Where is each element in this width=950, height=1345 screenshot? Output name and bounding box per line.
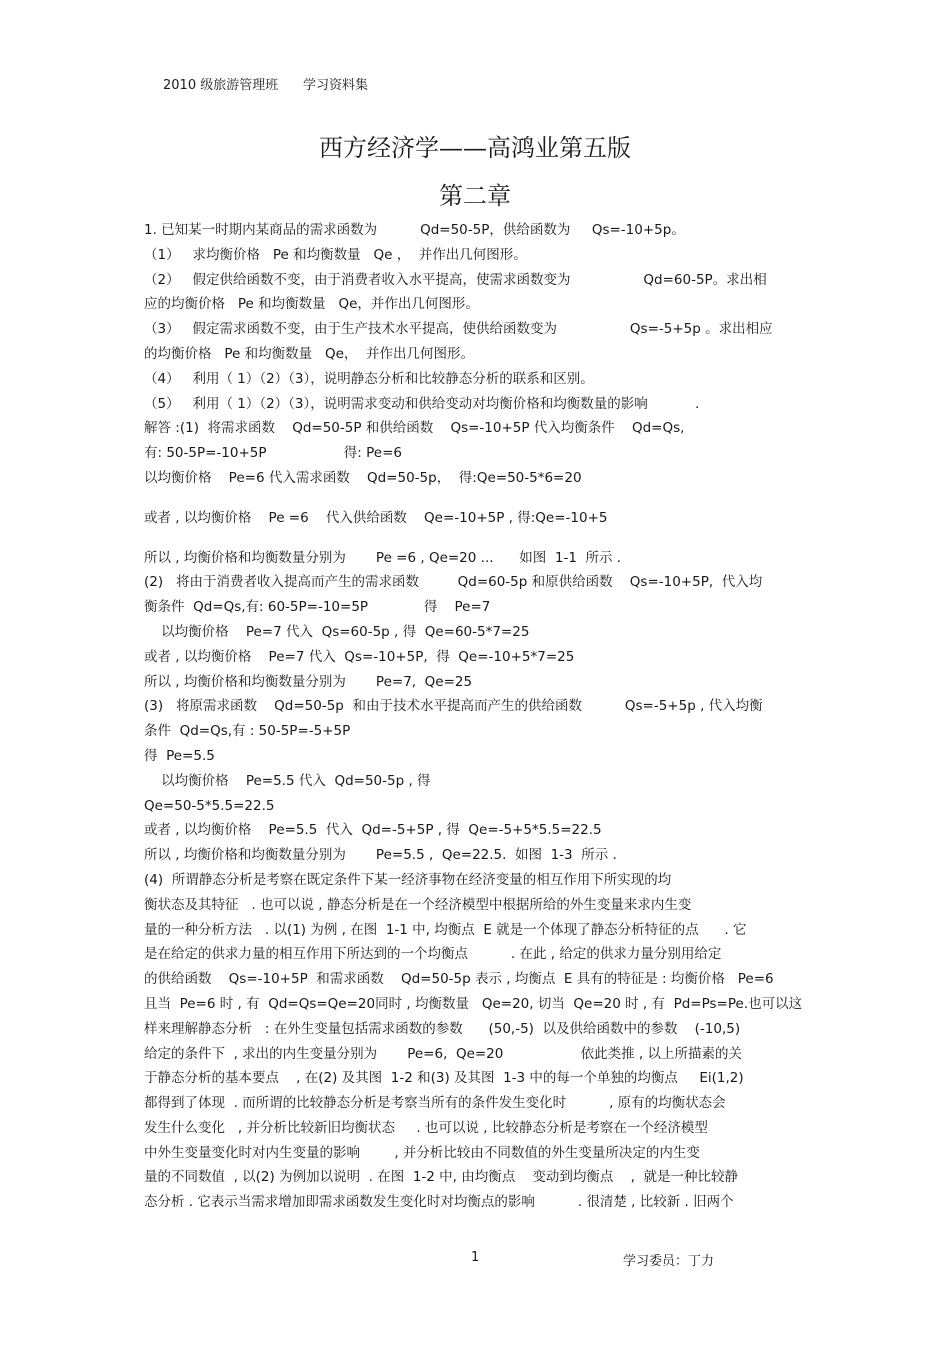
- text-line: (2) 将由于消费者收入提高而产生的需求函数 Qd=60-5p 和原供给函数 Qs=-10+5P, 代入均: [144, 574, 763, 591]
- text-line: （4） 利用（ 1）（2）（3），说明静态分析和比较静态分析的联系和区别。: [144, 370, 594, 387]
- text-line: （2） 假定供给函数不变，由于消费者收入水平提高，使需求函数变为 Qd=60-5P。求出相: [144, 271, 767, 288]
- text-line: 衡状态及其特征 . 也可以说 , 静态分析是在一个经济模型中根据所给的外生变量来求内生变: [144, 896, 692, 913]
- text-line: 所以 , 均衡价格和均衡数量分别为 Pe=5.5 , Qe=22.5. 如图 1-3 所示 .: [144, 847, 617, 864]
- text-line: (3) 将原需求函数 Qd=50-5p 和由于技术水平提高而产生的供给函数 Qs=-5+5p , 代入均衡: [144, 698, 763, 715]
- text-line: 且当 Pe=6 时 , 有 Qd=Qs=Qe=20同时 , 均衡数量 Qe=20, 切当 Qe=20 时 , 有 Pd=Ps=Pe.也可以这: [144, 995, 803, 1012]
- text-line: 以均衡价格 Pe=6 代入需求函数 Qd=50-5p， 得:Qe=50-5*6=20: [144, 469, 582, 486]
- text-line: 衡条件 Qd=Qs,有: 60-5P=-10=5P 得 Pe=7: [144, 599, 491, 616]
- page-number: 1: [471, 1250, 480, 1265]
- text-line: 量的一种分析方法 . 以(1) 为例 , 在图 1-1 中, 均衡点 E 就是一个体现了静态分析特征的点 . 它: [144, 921, 747, 938]
- text-line: 态分析 . 它表示当需求增加即需求函数发生变化时对均衡点的影响 . 很清楚 , 比较新 . 旧两个: [144, 1194, 734, 1211]
- text-line: （3） 假定需求函数不变，由于生产技术水平提高，使供给函数变为 Qs=-5+5p 。求出相应: [144, 321, 773, 338]
- text-line: 或者 , 以均衡价格 Pe=5.5 代入 Qd=-5+5P , 得 Qe=-5+5*5.5=22.5: [144, 822, 602, 839]
- text-line: 条件 Qd=Qs,有 : 50-5P=-5+5P: [144, 723, 351, 740]
- text-line: 所以 , 均衡价格和均衡数量分别为 Pe=7, Qe=25: [144, 673, 473, 690]
- text-line: 发生什么变化 , 并分析比较新旧均衡状态 . 也可以说 , 比较静态分析是考察在一个经济模型: [144, 1119, 708, 1136]
- paragraph-gap: [144, 491, 812, 506]
- text-line: 是在给定的供求力量的相互作用下所达到的一个均衡点 . 在此 , 给定的供求力量分别用给定: [144, 946, 722, 963]
- text-line: 或者 , 以均衡价格 Pe=7 代入 Qs=-10+5P, 得 Qe=-10+5*7=25: [144, 648, 575, 665]
- text-line: 都得到了体现 . 而所谓的比较静态分析是考察当所有的条件发生变化时 , 原有的均衡状态会: [144, 1095, 726, 1112]
- text-line: 的均衡价格 Pe 和均衡数量 Qe， 并作出几何图形。: [144, 345, 475, 362]
- text-line: 所以 , 均衡价格和均衡数量分别为 Pe =6 , Qe=20 ... 如图 1-1 所示 .: [144, 549, 622, 566]
- text-line: 于静态分析的基本要点 , 在(2) 及其图 1-2 和(3) 及其图 1-3 中的每一个单独的均衡点 Ei(1,2): [144, 1070, 744, 1087]
- text-line: 中外生变量变化时对内生变量的影响 , 并分析比较由不同数值的外生变量所决定的内生变: [144, 1144, 700, 1161]
- text-line: 1. 已知某一时期内某商品的需求函数为 Qd=50-5P，供给函数为 Qs=-10+5p。: [144, 222, 685, 238]
- text-line: 解答 :(1) 将需求函数 Qd=50-5P 和供给函数 Qs=-10+5P 代入均衡条件 Qd=Qs,: [144, 420, 685, 437]
- text-line: 以均衡价格 Pe=5.5 代入 Qd=50-5p , 得: [144, 772, 431, 789]
- paragraph-gap: [144, 531, 812, 546]
- document-body: [144, 218, 812, 1215]
- text-line: 得 Pe=5.5: [144, 747, 215, 764]
- document-title: 西方经济学——高鸿业第五版: [319, 134, 631, 162]
- text-line: 量的不同数值 , 以(2) 为例加以说明 . 在图 1-2 中, 由均衡点 变动到均衡点 , 就是一种比较静: [144, 1169, 738, 1186]
- text-line: （1） 求均衡价格 Pe 和均衡数量 Qe ， 并作出几何图形。: [144, 246, 527, 263]
- text-line: (4) 所谓静态分析是考察在既定条件下某一经济事物在经济变量的相互作用下所实现的均: [144, 871, 672, 888]
- text-line: 以均衡价格 Pe=7 代入 Qs=60-5p , 得 Qe=60-5*7=25: [144, 623, 530, 640]
- page-header: 2010 级旅游管理班 学习资料集: [163, 78, 369, 93]
- text-line: 给定的条件下 , 求出的内生变量分别为 Pe=6, Qe=20 依此类推 , 以上所描素的关: [144, 1045, 742, 1062]
- text-line: （5） 利用（ 1）（2）（3），说明需求变动和供给变动对均衡价格和均衡数量的影响 .: [144, 395, 700, 412]
- text-line: 有: 50-5P=-10+5P 得: Pe=6: [144, 445, 402, 462]
- footer-signature: 学习委员：丁力: [623, 1254, 715, 1269]
- text-line: 或者 , 以均衡价格 Pe =6 代入供给函数 Qe=-10+5P , 得:Qe=-10+5: [144, 509, 608, 526]
- text-line: 样来理解静态分析 : 在外生变量包括需求函数的参数 (50,-5) 以及供给函数中的参数 (-10,5): [144, 1020, 741, 1037]
- text-line: Qe=50-5*5.5=22.5: [144, 797, 275, 814]
- chapter-heading: 第二章: [439, 182, 511, 210]
- text-line: 应的均衡价格 Pe 和均衡数量 Qe，并作出几何图形。: [144, 296, 479, 313]
- text-line: 的供给函数 Qs=-10+5P 和需求函数 Qd=50-5p 表示 , 均衡点 E 具有的特征是 : 均衡价格 Pe=6: [144, 971, 774, 988]
